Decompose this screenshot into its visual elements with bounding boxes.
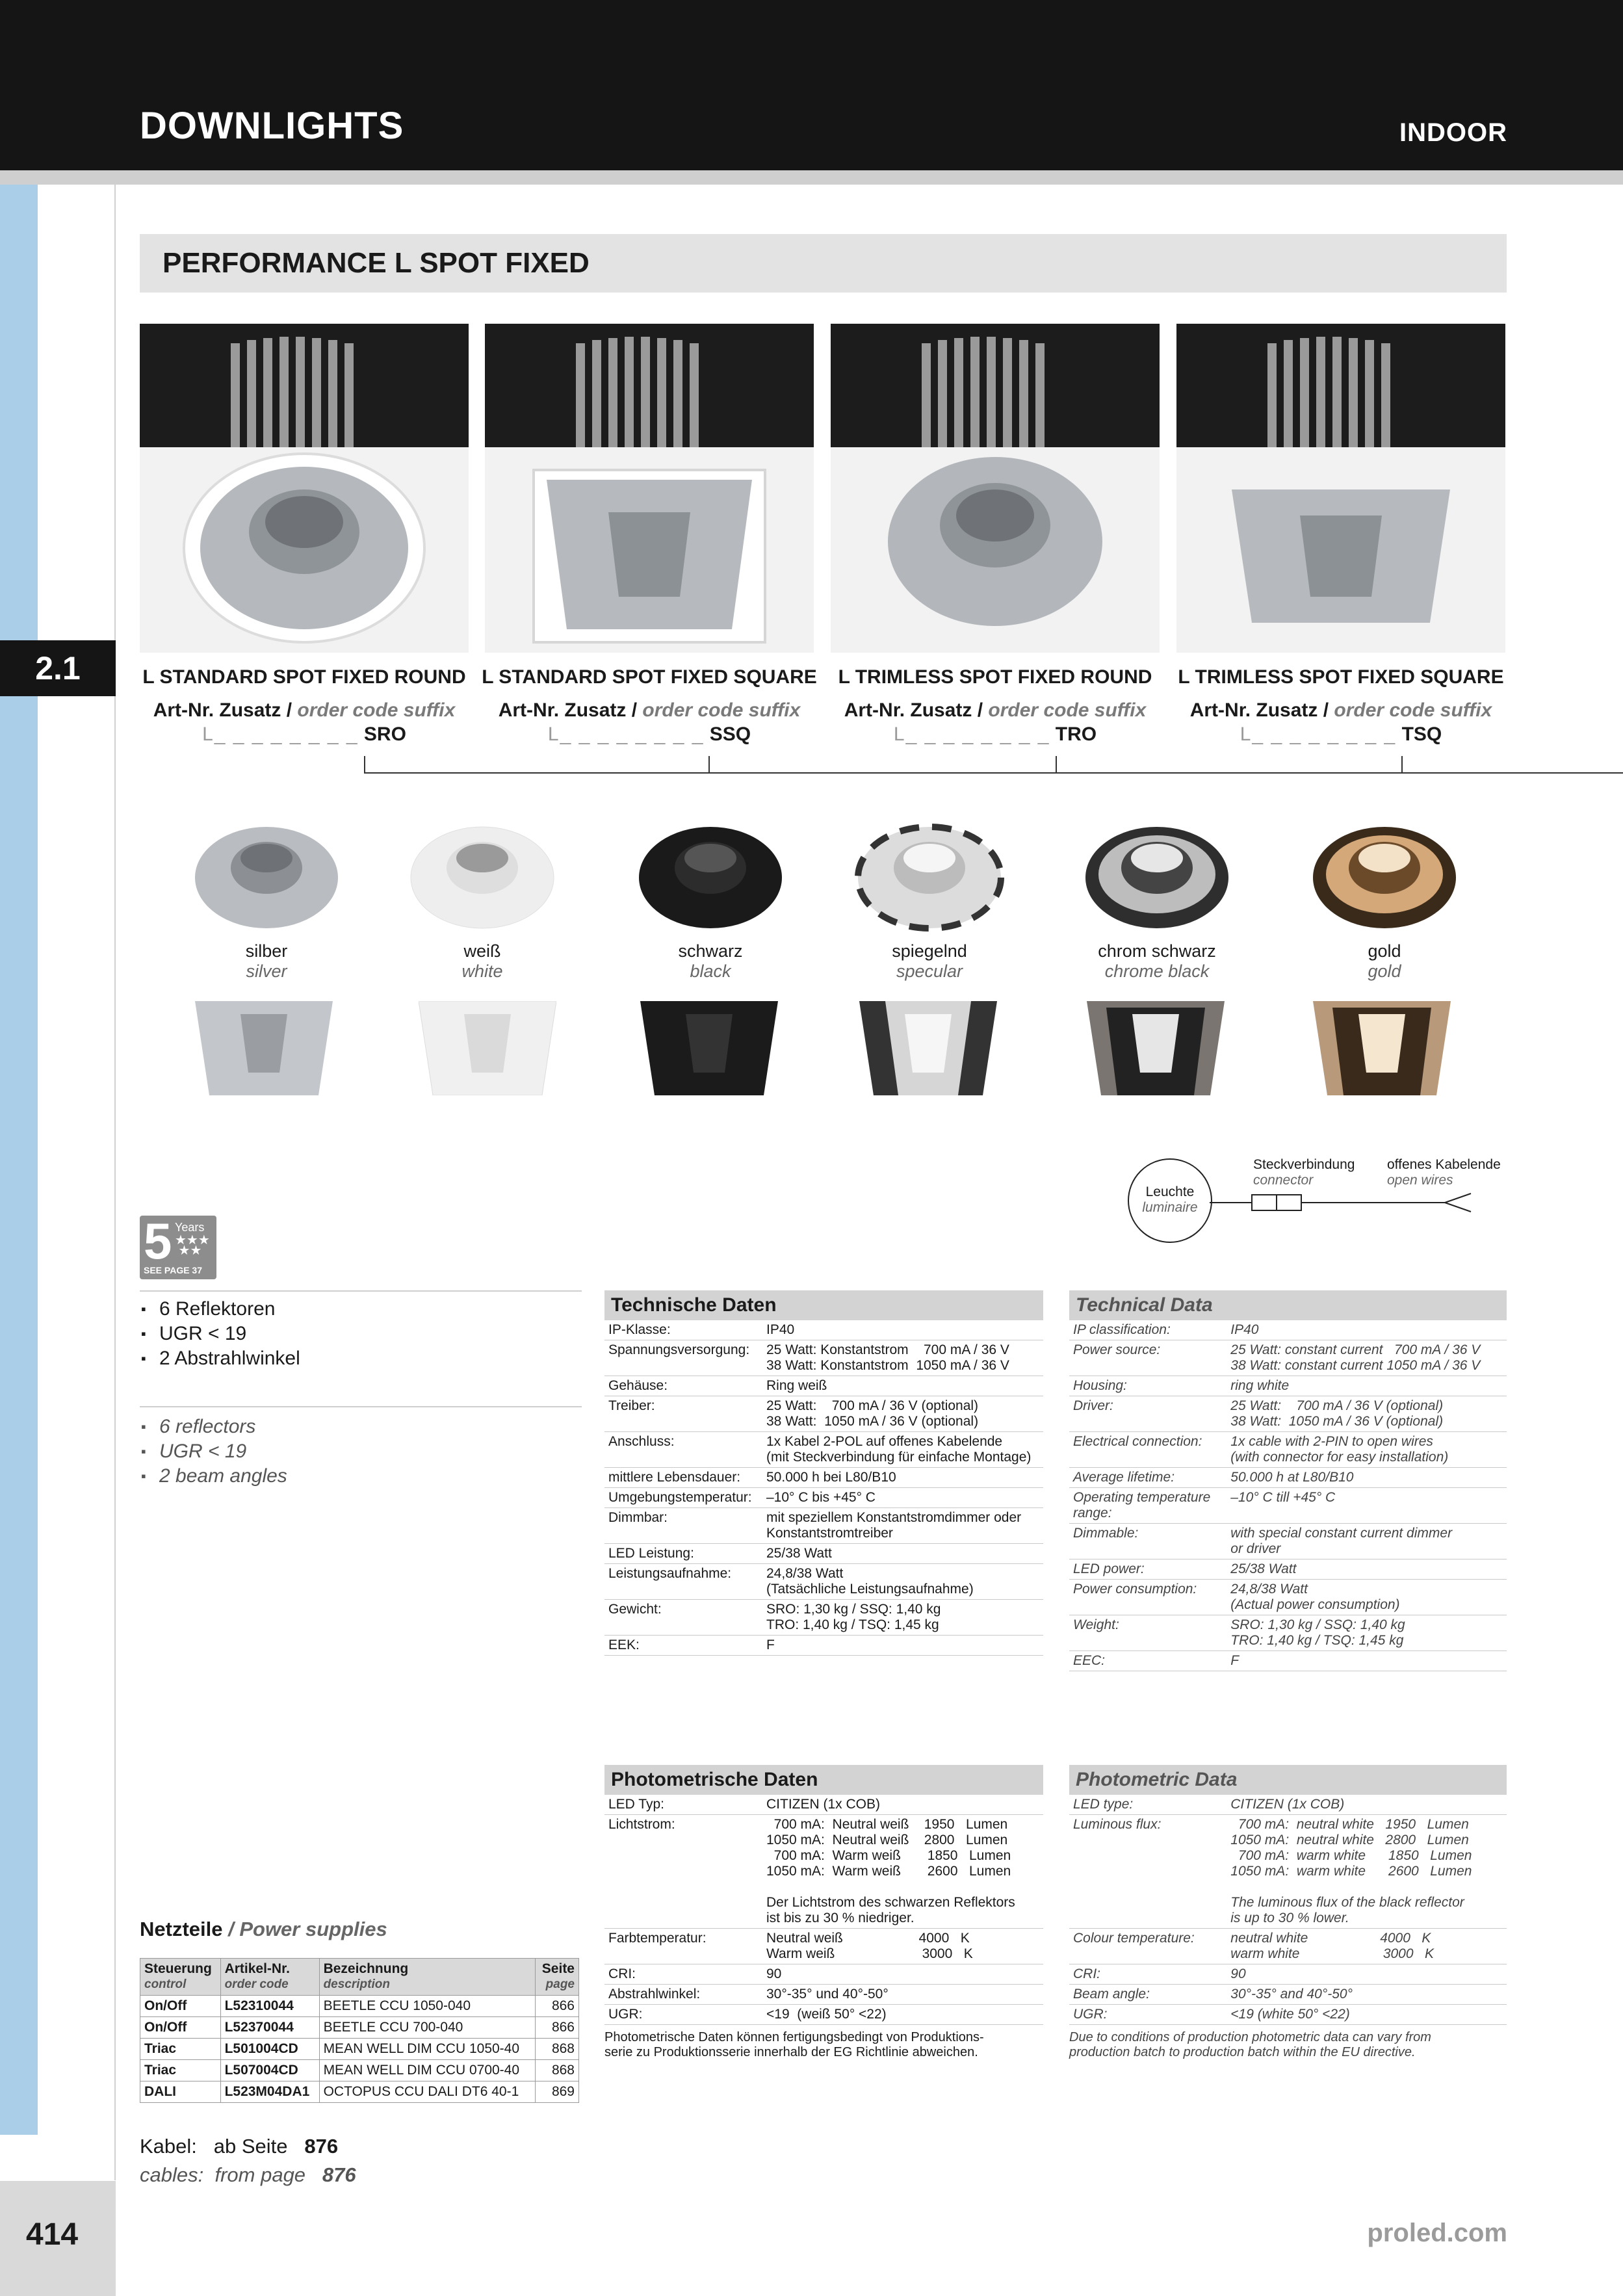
reflector-chrome-black-square xyxy=(1087,1001,1225,1095)
table-row xyxy=(604,1396,1043,1432)
reflector-label: chrom schwarz chrome black xyxy=(1098,941,1216,981)
table-row xyxy=(140,2017,579,2039)
table-row xyxy=(1069,1929,1507,1964)
tech-data-de-title: Technische Daten xyxy=(604,1290,1043,1320)
row-key: Driver: xyxy=(1069,1396,1227,1432)
variant-name: L TRIMLESS SPOT FIXED ROUND xyxy=(838,666,1152,688)
row-value: ring white xyxy=(1227,1376,1507,1396)
table-row xyxy=(1069,1468,1507,1488)
reflector-label: gold gold xyxy=(1368,941,1401,981)
row-key: Colour temperature: xyxy=(1069,1929,1227,1964)
row-key: LED Leistung: xyxy=(604,1544,762,1564)
variant-name: L TRIMLESS SPOT FIXED SQUARE xyxy=(1178,666,1504,688)
reflector-gold-square xyxy=(1313,1001,1451,1095)
open-wires-label: offenes Kabelende open wires xyxy=(1387,1157,1501,1188)
row-key: LED power: xyxy=(1069,1559,1227,1580)
table-row xyxy=(1069,1524,1507,1559)
row-key: Luminous flux: xyxy=(1069,1815,1227,1929)
row-key: Operating temperature range: xyxy=(1069,1488,1227,1524)
row-value: 25/38 Watt xyxy=(1227,1559,1507,1580)
reflector-specular-round xyxy=(851,822,1007,933)
row-key: UGR: xyxy=(1069,2005,1227,2025)
variant-code-label: Art-Nr. Zusatz / order code suffix xyxy=(1189,699,1492,721)
cables-reference: Kabel: ab Seite 876 cables: from page 876 xyxy=(140,2135,356,2186)
table-cell: BEETLE CCU 1050-040 xyxy=(319,1996,536,2017)
row-value: 90 xyxy=(762,1964,1043,1985)
table-row xyxy=(604,1508,1043,1544)
tech-data-en-title: Technical Data xyxy=(1069,1290,1507,1320)
product-photo-trimless-round xyxy=(831,324,1160,653)
table-row xyxy=(604,1964,1043,1985)
table-row xyxy=(604,2005,1043,2025)
row-key: Treiber: xyxy=(604,1396,762,1432)
row-value: 24,8/38 Watt (Tatsächliche Leistungsaufnahme) xyxy=(762,1564,1043,1600)
table-row xyxy=(604,1544,1043,1564)
table-cell: L501004CD xyxy=(220,2039,319,2060)
table-cell: L507004CD xyxy=(220,2060,319,2081)
row-key: Lichtstrom: xyxy=(604,1815,762,1929)
table-row xyxy=(1069,1651,1507,1671)
bracket-tick xyxy=(364,756,365,774)
variant-name: L STANDARD SPOT FIXED SQUARE xyxy=(482,666,817,688)
table-cell: Triac xyxy=(140,2039,221,2060)
row-value: 700 mA: neutral white 1950 Lumen 1050 mA: neutral white 2800 Lumen 700 mA: warm white 1850 Lumen 1050 mA: warm white 2600 Lumen The luminous flux of the black reflector is up to 30 % lower. xyxy=(1227,1815,1507,1929)
reflector-specular-square xyxy=(859,1001,997,1095)
table-cell: 868 xyxy=(536,2060,579,2081)
photometric-de-title: Photometrische Daten xyxy=(604,1765,1043,1795)
reflector-label: spiegelnd specular xyxy=(892,941,967,981)
table-row xyxy=(1069,1985,1507,2005)
table-row xyxy=(604,1929,1043,1964)
warranty-see-page: SEE PAGE 37 xyxy=(144,1265,203,1275)
row-value: CITIZEN (1x COB) xyxy=(1227,1795,1507,1815)
row-key: Dimmable: xyxy=(1069,1524,1227,1559)
row-key: UGR: xyxy=(604,2005,762,2025)
row-value: IP40 xyxy=(762,1320,1043,1340)
tech-data-de xyxy=(604,1290,1043,1656)
divider xyxy=(140,1406,582,1407)
row-value: 25 Watt: 700 mA / 36 V (optional) 38 Watt: 1050 mA / 36 V (optional) xyxy=(762,1396,1043,1432)
row-key: EEK: xyxy=(604,1636,762,1656)
row-value: 30°-35° und 40°-50° xyxy=(762,1985,1043,2005)
row-value: Ring weiß xyxy=(762,1376,1043,1396)
table-row xyxy=(604,1340,1043,1376)
photometric-de-table xyxy=(604,1795,1043,2025)
row-key: LED Typ: xyxy=(604,1795,762,1815)
row-value: 1x cable with 2-PIN to open wires (with connector for easy installation) xyxy=(1227,1432,1507,1468)
table-row xyxy=(1069,1815,1507,1929)
row-key: Beam angle: xyxy=(1069,1985,1227,2005)
table-cell: BEETLE CCU 700-040 xyxy=(319,2017,536,2039)
table-row xyxy=(1069,1488,1507,1524)
connector-label: Steckverbindung connector xyxy=(1253,1157,1355,1188)
table-cell: MEAN WELL DIM CCU 1050-40 xyxy=(319,2039,536,2060)
photometric-en-note: Due to conditions of production photometric data can vary from production batch to production batch within the EU directive. xyxy=(1069,2030,1431,2059)
col-header: Bezeichnung description xyxy=(319,1959,536,1996)
table-row xyxy=(1069,1795,1507,1815)
bracket-tick xyxy=(1401,756,1403,774)
table-cell: 868 xyxy=(536,2039,579,2060)
tech-data-de-table xyxy=(604,1320,1043,1656)
table-cell: On/Off xyxy=(140,1996,221,2017)
table-row xyxy=(1069,1559,1507,1580)
row-key: IP classification: xyxy=(1069,1320,1227,1340)
warranty-stars-icon: ★★★ ★★ xyxy=(175,1233,210,1258)
row-value: 25 Watt: Konstantstrom 700 mA / 36 V 38 Watt: Konstantstrom 1050 mA / 36 V xyxy=(762,1340,1043,1376)
row-value: SRO: 1,30 kg / SSQ: 1,40 kg TRO: 1,40 kg / TSQ: 1,45 kg xyxy=(1227,1615,1507,1651)
row-value: F xyxy=(762,1636,1043,1656)
row-key: Umgebungstemperatur: xyxy=(604,1488,762,1508)
photometric-de xyxy=(604,1765,1043,2060)
row-value: F xyxy=(1227,1651,1507,1671)
row-key: Gehäuse: xyxy=(604,1376,762,1396)
row-key: IP-Klasse: xyxy=(604,1320,762,1340)
bracket-tick xyxy=(1056,756,1057,774)
table-cell: Triac xyxy=(140,2060,221,2081)
row-value: 700 mA: Neutral weiß 1950 Lumen 1050 mA: Neutral weiß 2800 Lumen 700 mA: Warm weiß 1850 Lumen 1050 mA: Warm weiß 2600 Lumen Der Lichtstrom des schwarzen Reflektors ist bis zu 30 % niedriger. xyxy=(762,1815,1043,1929)
table-row xyxy=(1069,1432,1507,1468)
reflector-gold-round xyxy=(1306,822,1462,933)
reflector-chrome-black-round xyxy=(1079,822,1235,933)
wiring-line xyxy=(1210,1183,1476,1229)
product-title: PERFORMANCE L SPOT FIXED xyxy=(162,247,590,279)
table-row xyxy=(604,1376,1043,1396)
feature-item: ▪ 6 reflectors xyxy=(159,1415,287,1439)
table-row xyxy=(604,1636,1043,1656)
row-value: Neutral weiß 4000 K Warm weiß 3000 K xyxy=(762,1929,1043,1964)
row-key: CRI: xyxy=(1069,1964,1227,1985)
row-key: Dimmbar: xyxy=(604,1508,762,1544)
feature-item: ▪ UGR < 19 xyxy=(159,1439,287,1464)
page-title: DOWNLIGHTS xyxy=(140,105,404,147)
row-value: <19 (white 50° <22) xyxy=(1227,2005,1507,2025)
row-key: Weight: xyxy=(1069,1615,1227,1651)
row-value: 90 xyxy=(1227,1964,1507,1985)
photometric-en-table xyxy=(1069,1795,1507,2025)
row-value: CITIZEN (1x COB) xyxy=(762,1795,1043,1815)
table-row xyxy=(140,1996,579,2017)
row-key: Abstrahlwinkel: xyxy=(604,1985,762,2005)
variant-suffix: L_ _ _ _ _ _ _ _ SSQ xyxy=(547,724,751,745)
reflector-white-square xyxy=(419,1001,556,1095)
photometric-en-title: Photometric Data xyxy=(1069,1765,1507,1795)
table-row xyxy=(604,1564,1043,1600)
variant-suffix: L_ _ _ _ _ _ _ _ TRO xyxy=(893,724,1097,745)
row-key: Gewicht: xyxy=(604,1600,762,1636)
variant-suffix: L_ _ _ _ _ _ _ _ SRO xyxy=(202,724,406,745)
table-row xyxy=(140,2060,579,2081)
table-row xyxy=(1069,1580,1507,1615)
page-number: 414 xyxy=(26,2217,79,2252)
row-key: Anschluss: xyxy=(604,1432,762,1468)
table-cell: L52370044 xyxy=(220,2017,319,2039)
table-row xyxy=(1069,1615,1507,1651)
row-key: mittlere Lebensdauer: xyxy=(604,1468,762,1488)
row-value: 25 Watt: constant current 700 mA / 36 V 38 Watt: constant current 1050 mA / 36 V xyxy=(1227,1340,1507,1376)
row-key: Electrical connection: xyxy=(1069,1432,1227,1468)
variant-code-label: Art-Nr. Zusatz / order code suffix xyxy=(844,699,1147,721)
row-key: Housing: xyxy=(1069,1376,1227,1396)
warranty-years-label: Years xyxy=(175,1221,205,1234)
reflector-silver-square xyxy=(195,1001,333,1095)
row-key: CRI: xyxy=(604,1964,762,1985)
reflector-label: weiß white xyxy=(461,941,503,981)
supplies-table xyxy=(140,1958,579,2103)
row-key: Power consumption: xyxy=(1069,1580,1227,1615)
warranty-years-number: 5 xyxy=(144,1212,172,1270)
supplies-title: Netzteile / Power supplies xyxy=(140,1918,387,1940)
row-value: 50.000 h bei L80/B10 xyxy=(762,1468,1043,1488)
row-key: Spannungsversorgung: xyxy=(604,1340,762,1376)
photometric-en xyxy=(1069,1765,1507,2060)
table-row xyxy=(1069,1376,1507,1396)
table-row xyxy=(1069,1964,1507,1985)
product-photo-round xyxy=(140,324,469,653)
table-cell: L52310044 xyxy=(220,1996,319,2017)
row-value: IP40 xyxy=(1227,1320,1507,1340)
table-row xyxy=(604,1795,1043,1815)
table-row xyxy=(604,1488,1043,1508)
row-value: with special constant current dimmer or driver xyxy=(1227,1524,1507,1559)
table-cell: MEAN WELL DIM CCU 0700-40 xyxy=(319,2060,536,2081)
features-en xyxy=(140,1415,287,1489)
table-row xyxy=(604,1815,1043,1929)
table-row xyxy=(1069,1340,1507,1376)
row-value: 24,8/38 Watt (Actual power consumption) xyxy=(1227,1580,1507,1615)
row-key: Average lifetime: xyxy=(1069,1468,1227,1488)
table-cell: OCTOPUS CCU DALI DT6 40-1 xyxy=(319,2081,536,2103)
row-key: LED type: xyxy=(1069,1795,1227,1815)
feature-item: ▪ 2 beam angles xyxy=(159,1464,287,1489)
table-row xyxy=(604,1432,1043,1468)
feature-item: ▪ 6 Reflektoren xyxy=(159,1297,300,1322)
table-row xyxy=(140,2039,579,2060)
table-row xyxy=(140,2081,579,2103)
table-cell: DALI xyxy=(140,2081,221,2103)
tech-data-en xyxy=(1069,1290,1507,1671)
row-value: 50.000 h at L80/B10 xyxy=(1227,1468,1507,1488)
table-row xyxy=(604,1468,1043,1488)
col-header: Artikel-Nr. order code xyxy=(220,1959,319,1996)
section-label: INDOOR xyxy=(1399,118,1507,147)
table-cell: L523M04DA1 xyxy=(220,2081,319,2103)
photometric-de-note: Photometrische Daten können fertigungsbedingt von Produktions- serie zu Produktionsserie innerhalb der EG Richtlinie abweichen. xyxy=(604,2030,984,2059)
table-row xyxy=(604,1985,1043,2005)
row-value: neutral white 4000 K warm white 3000 K xyxy=(1227,1929,1507,1964)
col-header: Steuerung control xyxy=(140,1959,221,1996)
reflector-white-round xyxy=(404,822,560,933)
feature-item: ▪ UGR < 19 xyxy=(159,1322,300,1346)
table-cell: On/Off xyxy=(140,2017,221,2039)
row-value: <19 (weiß 50° <22) xyxy=(762,2005,1043,2025)
row-value: 25 Watt: 700 mA / 36 V (optional) 38 Watt: 1050 mA / 36 V (optional) xyxy=(1227,1396,1507,1432)
feature-item: ▪ 2 Abstrahlwinkel xyxy=(159,1346,300,1371)
variant-name: L STANDARD SPOT FIXED ROUND xyxy=(142,666,466,688)
row-value: mit speziellem Konstantstromdimmer oder Konstantstromtreiber xyxy=(762,1508,1043,1544)
row-key: EEC: xyxy=(1069,1651,1227,1671)
row-key: Power source: xyxy=(1069,1340,1227,1376)
reflector-black-round xyxy=(632,822,788,933)
reflector-silver-round xyxy=(188,822,344,933)
row-value: –10° C bis +45° C xyxy=(762,1488,1043,1508)
table-cell: 869 xyxy=(536,2081,579,2103)
col-header: Seite page xyxy=(536,1959,579,1996)
table-cell: 866 xyxy=(536,1996,579,2017)
row-value: 25/38 Watt xyxy=(762,1544,1043,1564)
reflector-label: schwarz black xyxy=(678,941,743,981)
table-row xyxy=(604,1600,1043,1636)
table-row xyxy=(1069,1396,1507,1432)
side-rail xyxy=(0,185,38,2135)
row-key: Farbtemperatur: xyxy=(604,1929,762,1964)
row-value: –10° C till +45° C xyxy=(1227,1488,1507,1524)
row-value: 1x Kabel 2-POL auf offenes Kabelende (mit Steckverbindung für einfache Montage) xyxy=(762,1432,1043,1468)
table-row xyxy=(604,1320,1043,1340)
row-value: SRO: 1,30 kg / SSQ: 1,40 kg TRO: 1,40 kg / TSQ: 1,45 kg xyxy=(762,1600,1043,1636)
reflector-black-square xyxy=(640,1001,778,1095)
table-row xyxy=(1069,2005,1507,2025)
chapter-tab: 2.1 xyxy=(0,640,116,696)
variant-suffix: L_ _ _ _ _ _ _ _ TSQ xyxy=(1240,724,1442,745)
product-photo-square xyxy=(485,324,814,653)
table-cell: 866 xyxy=(536,2017,579,2039)
bracket-tick xyxy=(708,756,710,774)
table-row xyxy=(1069,1320,1507,1340)
reflector-label: silber silver xyxy=(245,941,288,981)
row-value: 30°-35° and 40°-50° xyxy=(1227,1985,1507,2005)
tech-data-en-table xyxy=(1069,1320,1507,1671)
luminaire-label: Leuchte luminaire xyxy=(1142,1184,1198,1215)
divider xyxy=(140,1290,582,1292)
site-url[interactable]: proled.com xyxy=(1367,2219,1507,2247)
warranty-badge xyxy=(140,1212,216,1279)
variant-code-label: Art-Nr. Zusatz / order code suffix xyxy=(498,699,801,721)
bracket-line xyxy=(364,772,1623,774)
side-rail-divider xyxy=(114,185,116,2180)
header-rule xyxy=(0,170,1623,185)
features-de xyxy=(140,1297,300,1371)
variant-code-label: Art-Nr. Zusatz / order code suffix xyxy=(153,699,456,721)
row-key: Leistungsaufnahme: xyxy=(604,1564,762,1600)
product-photo-trimless-square xyxy=(1176,324,1505,653)
